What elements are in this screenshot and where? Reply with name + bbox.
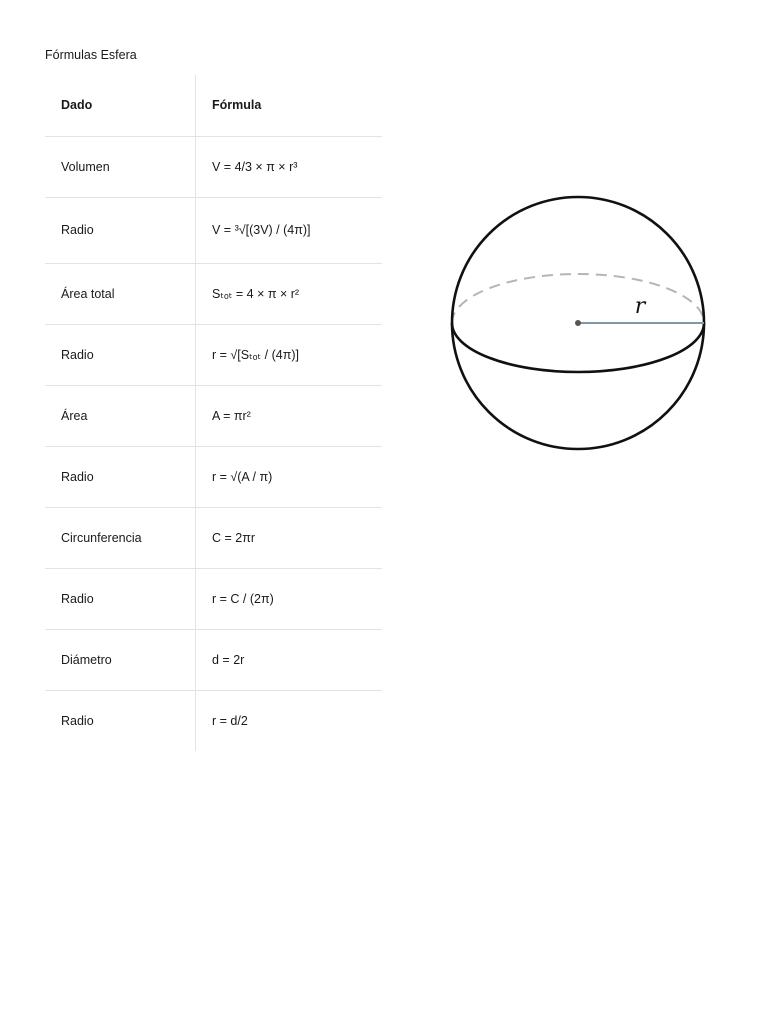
- center-point: [575, 320, 581, 326]
- equator-front: [452, 323, 704, 372]
- given-cell: Radio: [45, 568, 196, 629]
- given-cell: Radio: [45, 197, 196, 263]
- given-cell: Área: [45, 385, 196, 446]
- given-cell: Circunferencia: [45, 507, 196, 568]
- table-row: [45, 690, 382, 751]
- table-row: [45, 197, 382, 263]
- header-formula: Fórmula: [196, 75, 383, 136]
- formula-cell: r = d/2: [212, 713, 248, 728]
- given-cell: Radio: [45, 324, 196, 385]
- given-cell: Diámetro: [45, 629, 196, 690]
- table-row: [45, 507, 382, 568]
- given-cell: Radio: [45, 690, 196, 751]
- given-cell: Área total: [45, 263, 196, 324]
- table-row: [45, 385, 382, 446]
- formula-cell: Sₜₒₜ = 4 × π × r²: [196, 263, 383, 324]
- table-row: [45, 324, 382, 385]
- table-row: [45, 446, 382, 507]
- equator-back-dashed: [452, 274, 704, 323]
- formula-table: [45, 75, 382, 751]
- radius-label: r: [634, 294, 646, 319]
- table-row: [45, 136, 382, 197]
- given-cell: Radio: [45, 446, 196, 507]
- formula-cell: r = C / (2π): [196, 568, 383, 629]
- formula-cell: A = πr²: [196, 385, 383, 446]
- formula-cell: C = 2πr: [196, 507, 383, 568]
- formula-cell: V = ³√[(3V) / (4π)]: [196, 197, 383, 263]
- formula-cell: r = √[Sₜₒₜ / (4π)]: [196, 324, 383, 385]
- formula-cell: r = √(A / π): [196, 446, 383, 507]
- table-row: [45, 629, 382, 690]
- page-title: Fórmulas Esfera: [45, 48, 137, 62]
- table-row: [45, 568, 382, 629]
- header-given: Dado: [45, 75, 196, 136]
- given-cell: Volumen: [45, 136, 196, 197]
- formula-cell: V = 4/3 × π × r³: [196, 136, 383, 197]
- table-header-row: [45, 75, 382, 136]
- formula-cell: d = 2r: [196, 629, 383, 690]
- sphere-diagram: [445, 186, 715, 462]
- table-row: [45, 263, 382, 324]
